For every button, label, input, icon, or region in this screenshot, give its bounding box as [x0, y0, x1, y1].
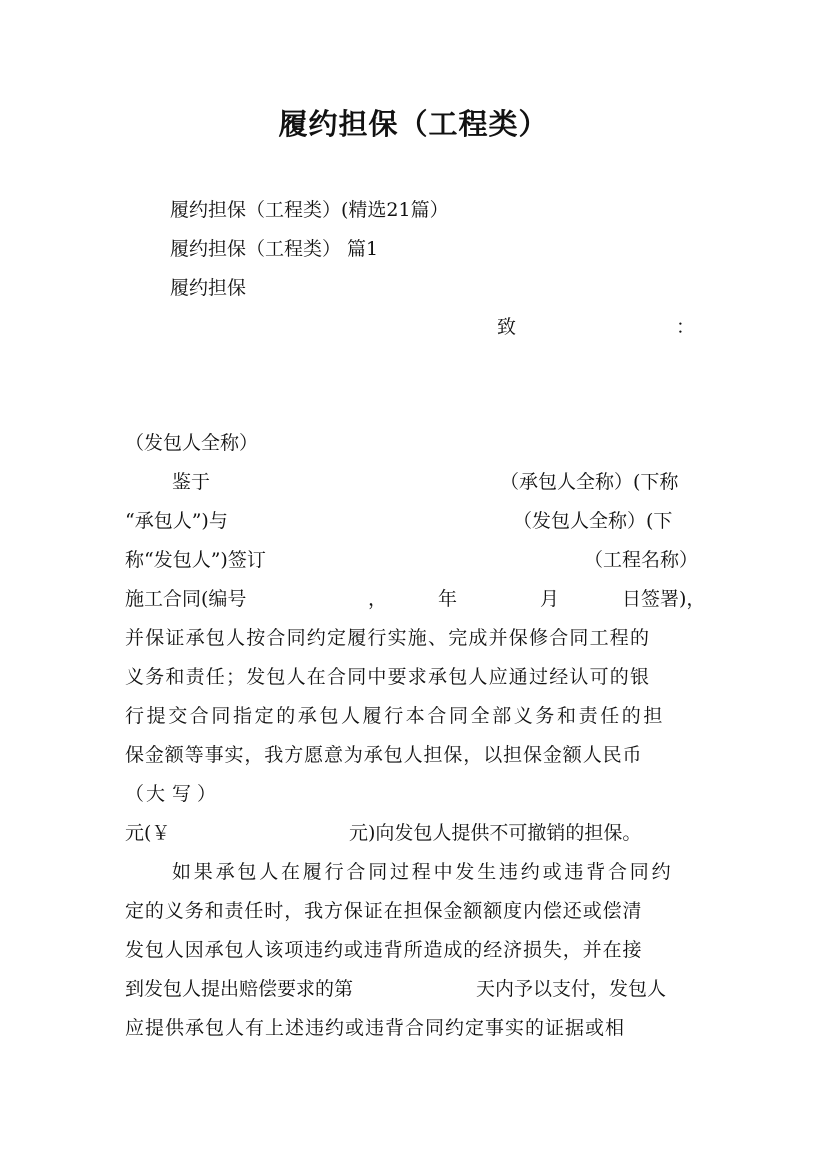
intro-line-1: 履约担保（工程类）(精选21篇）	[170, 199, 449, 221]
to-label: 致	[497, 316, 517, 338]
body-line-2-b: （发包人全称）(下	[513, 510, 673, 532]
employer-fullname-label: （发包人全称）	[125, 432, 259, 454]
body-line-13: 发包人因承包人该项违约或违背所造成的经济损失，并在接	[125, 939, 643, 961]
body-line-9-b: 大	[146, 783, 166, 805]
body-line-9-a: （	[125, 783, 145, 805]
body-line-9-d: ）	[197, 783, 217, 805]
body-line-5: 并保证承包人按合同约定履行实施、完成并保修合同工程的	[125, 627, 651, 649]
document-title: 履约担保（工程类）	[278, 107, 549, 141]
body-line-1-a: 鉴于	[172, 471, 211, 493]
body-line-15: 应提供承包人有上述违约或违背合同约定事实的证据或相	[125, 1017, 626, 1039]
body-line-14-b: 天内予以支付，发包人	[476, 978, 667, 1000]
body-line-6: 义务和责任；发包人在合同中要求承包人应通过经认可的银	[125, 666, 651, 688]
body-line-10-b: 元)向发包人提供不可撤销的担保。	[349, 822, 642, 844]
body-line-3-a: 称“发包人”)签订	[125, 549, 266, 571]
body-line-4-c: 年	[438, 588, 458, 610]
body-line-4-b: ，	[368, 588, 388, 610]
body-line-10-a: 元(￥	[125, 822, 171, 844]
body-line-3-b: （工程名称）	[584, 549, 699, 571]
body-line-2-a: “承包人”)与	[125, 510, 228, 532]
body-line-11: 如果承包人在履行合同过程中发生违约或违背合同约	[172, 861, 674, 883]
body-line-4-e: 日签署)，	[622, 588, 706, 610]
body-line-14-a: 到发包人提出赔偿要求的第	[125, 978, 354, 1000]
body-line-4-a: 施工合同(编号	[125, 588, 247, 610]
body-line-12: 定的义务和责任时，我方保证在担保金额额度内偿还或偿清	[125, 900, 643, 922]
body-line-7: 行提交合同指定的承包人履行本合同全部义务和责任的担	[125, 705, 666, 727]
body-line-9-c: 写	[172, 783, 192, 805]
body-line-8: 保金额等事实，我方愿意为承包人担保，以担保金额人民币	[125, 744, 643, 766]
body-line-1-b: （承包人全称）(下称	[500, 471, 679, 493]
to-colon: ：	[676, 316, 696, 338]
intro-line-3: 履约担保	[170, 277, 247, 299]
intro-line-2: 履约担保（工程类） 篇1	[170, 238, 379, 260]
body-line-4-d: 月	[540, 588, 560, 610]
